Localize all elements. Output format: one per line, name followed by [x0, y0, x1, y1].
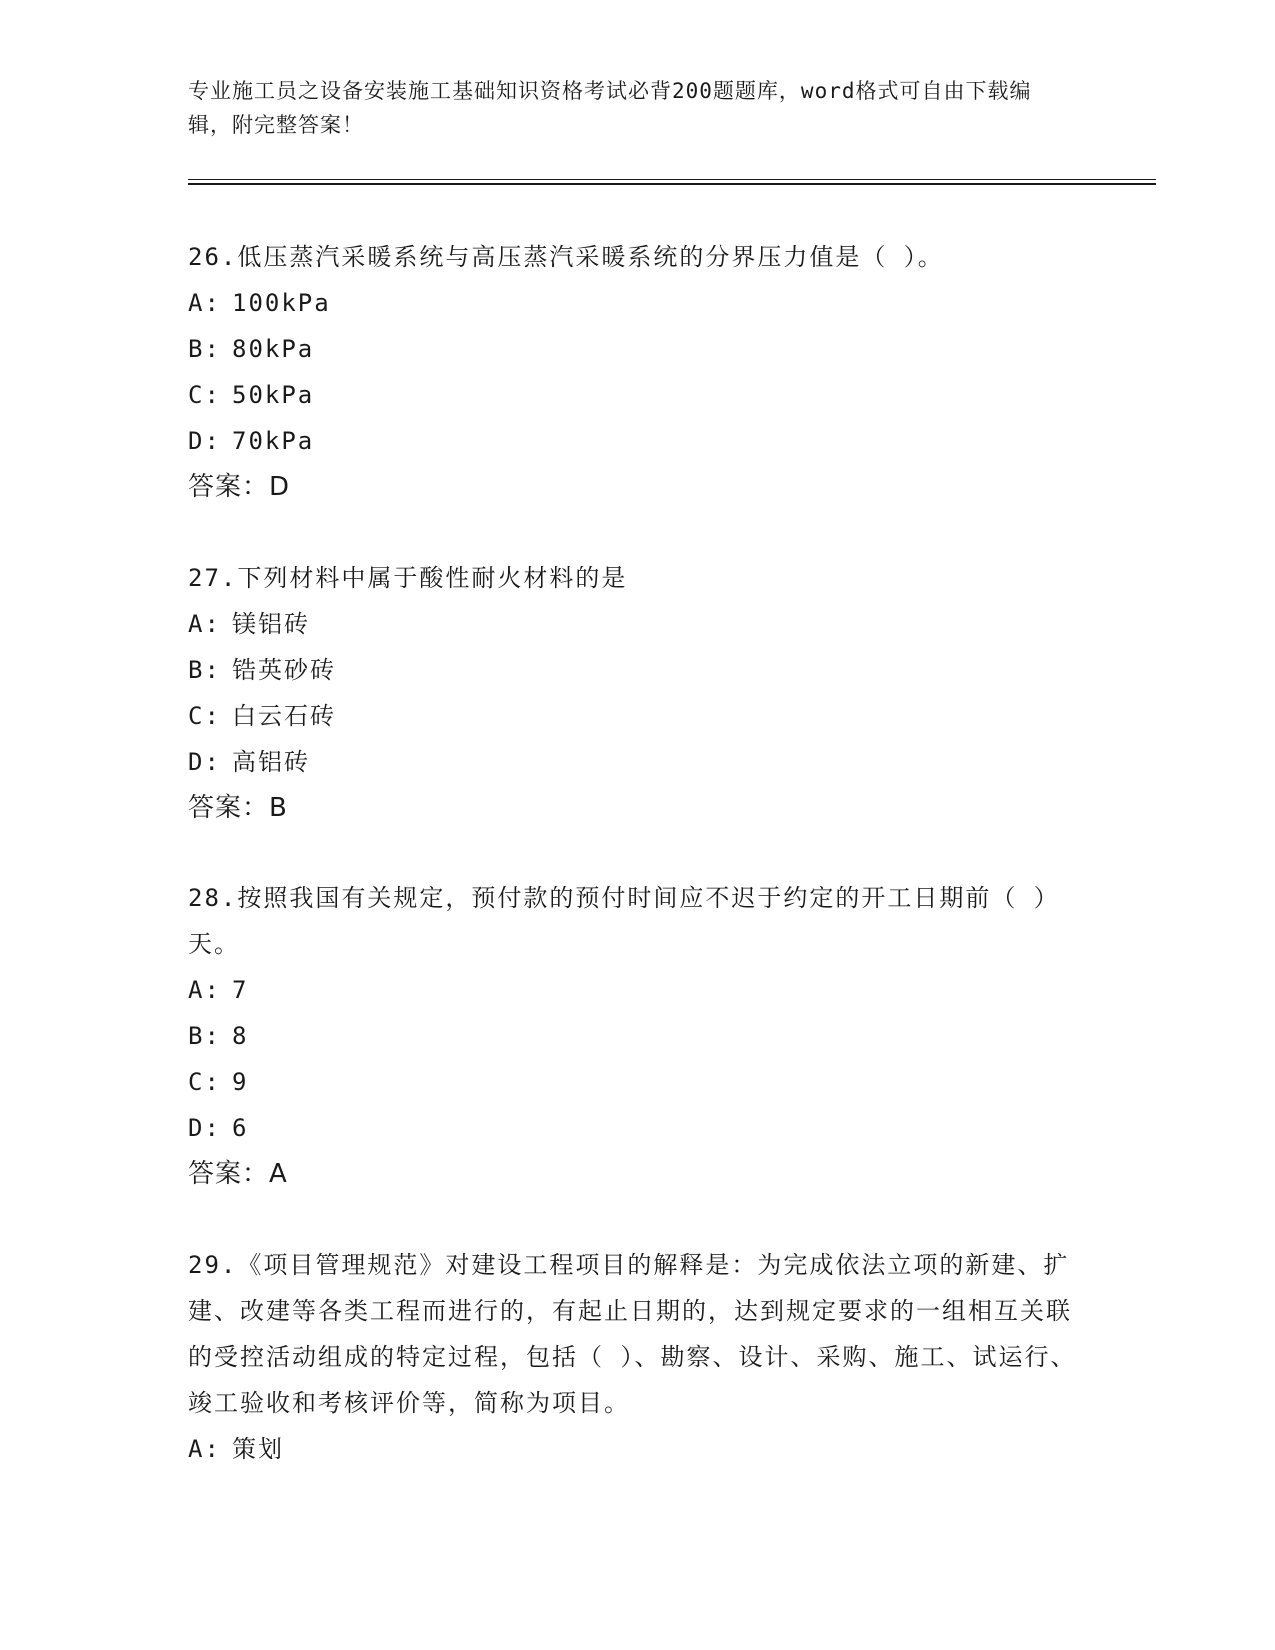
- question-stem: 29.《项目管理规范》对建设工程项目的解释是：为完成依法立项的新建、扩建、改建等各类工程而进行的，有起止日期的，达到规定要求的一组相互关联的受控活动组成的特定过程，包括（ ）、勘察、设计、采购、施工、试运行、竣工验收和考核评价等，简称为项目。: [188, 1251, 1077, 1417]
- question-28: [188, 875, 1088, 1197]
- option-c: [188, 372, 1088, 418]
- option-d: [188, 739, 1088, 785]
- option-text: 6: [232, 1114, 249, 1142]
- header-divider-thick: [188, 183, 1156, 185]
- header-divider-thin: [188, 179, 1156, 180]
- option-key: D:: [188, 427, 221, 455]
- option-b: [188, 1013, 1088, 1059]
- option-b: [188, 647, 1088, 693]
- option-key: B:: [188, 1022, 221, 1050]
- option-key: A:: [188, 976, 221, 1004]
- option-text: 9: [232, 1068, 249, 1096]
- option-text: 70kPa: [232, 427, 315, 455]
- option-text: 镁铝砖: [232, 610, 310, 638]
- question-29: [188, 1242, 1088, 1472]
- option-key: B:: [188, 656, 221, 684]
- option-key: C:: [188, 381, 221, 409]
- option-key: A:: [188, 1435, 221, 1463]
- option-key: C:: [188, 1068, 221, 1096]
- option-c: [188, 693, 1088, 739]
- option-text: 锆英砂砖: [232, 656, 336, 684]
- option-d: [188, 418, 1088, 464]
- option-text: 7: [232, 976, 249, 1004]
- option-a: [188, 280, 1088, 326]
- answer-label: 答案：B: [188, 793, 288, 823]
- document-header: 专业施工员之设备安装施工基础知识资格考试必背200题题库，word格式可自由下载编辑，附完整答案！: [188, 79, 1032, 137]
- option-key: A:: [188, 289, 221, 317]
- option-text: 高铝砖: [232, 748, 310, 776]
- option-b: [188, 326, 1088, 372]
- option-text: 80kPa: [232, 335, 315, 363]
- option-key: A:: [188, 610, 221, 638]
- option-a: [188, 1426, 1088, 1472]
- question-stem: 27.下列材料中属于酸性耐火材料的是: [188, 564, 628, 592]
- question-stem: 28.按照我国有关规定，预付款的预付时间应不迟于约定的开工日期前（ ）天。: [188, 884, 1060, 958]
- option-key: B:: [188, 335, 221, 363]
- option-a: [188, 967, 1088, 1013]
- option-text: 100kPa: [232, 289, 331, 317]
- option-text: 50kPa: [232, 381, 315, 409]
- answer-label: 答案：D: [188, 472, 291, 502]
- option-a: [188, 601, 1088, 647]
- question-27: [188, 555, 1088, 831]
- answer-label: 答案：A: [188, 1159, 288, 1189]
- option-d: [188, 1105, 1088, 1151]
- option-key: C:: [188, 702, 221, 730]
- option-text: 策划: [232, 1435, 284, 1463]
- option-text: 8: [232, 1022, 249, 1050]
- option-key: D:: [188, 1114, 221, 1142]
- option-text: 白云石砖: [232, 702, 336, 730]
- option-c: [188, 1059, 1088, 1105]
- question-stem: 26.低压蒸汽采暖系统与高压蒸汽采暖系统的分界压力值是（ ）。: [188, 243, 944, 271]
- option-key: D:: [188, 748, 221, 776]
- question-26: [188, 234, 1088, 510]
